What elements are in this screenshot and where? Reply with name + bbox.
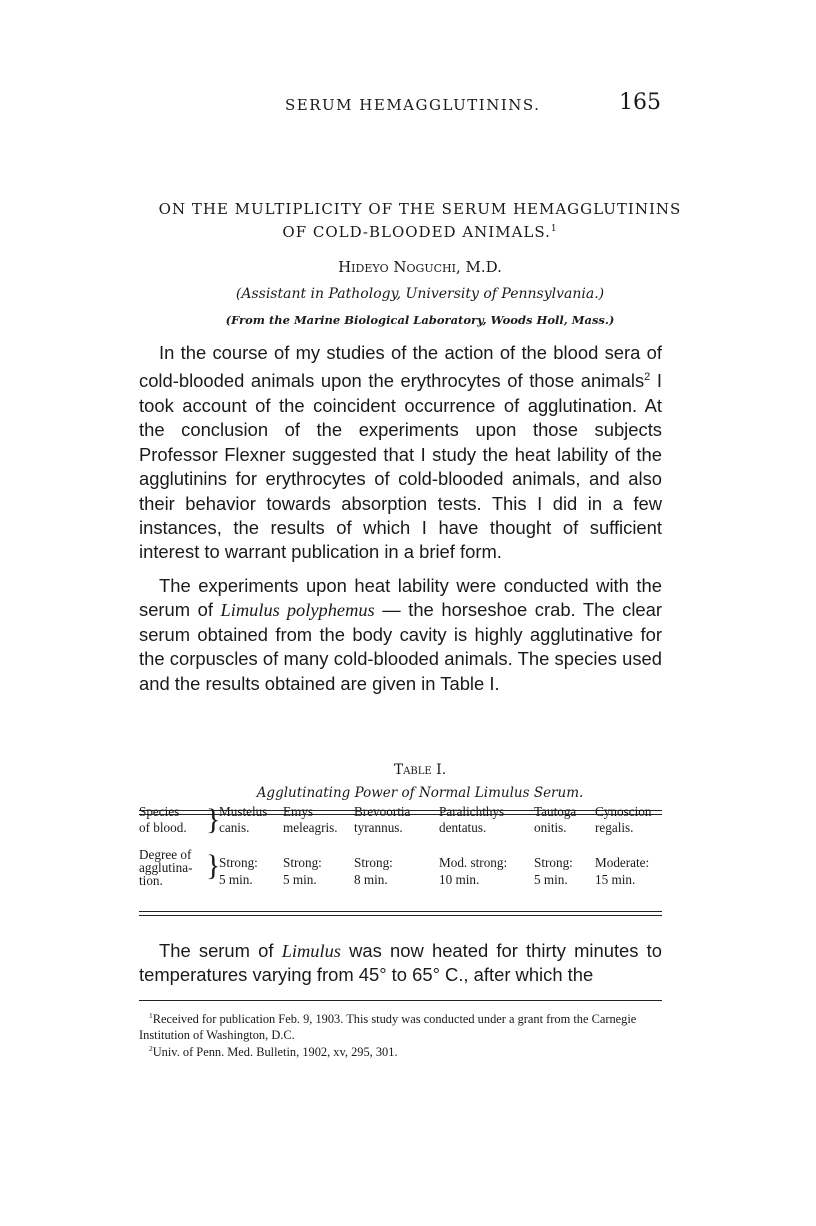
p2-text-b: — the horseshoe crab. The clear serum obtained from the body cavity is highly agglutinative for the corpuscles of many cold-blooded animals. The species used and the results obtained are given in Table I.: [139, 599, 662, 694]
degree-time: 5 min.: [219, 872, 253, 887]
row2-label-line3: tion.: [139, 873, 163, 888]
paragraph-3: [139, 939, 662, 988]
species-name: canis.: [219, 820, 250, 835]
page-number: 165: [619, 90, 661, 115]
table-title: Table I.: [393, 762, 447, 778]
article-title-line-1: ON THE MULTIPLICITY OF THE SERUM HEMAGGLUTININS: [158, 200, 682, 218]
species-genus: Emys: [283, 804, 314, 819]
degree-time: 5 min.: [283, 872, 317, 887]
species-genus: Cynoscion: [595, 804, 652, 819]
species-name: tyrannus.: [354, 820, 403, 835]
degree-time: 15 min.: [595, 872, 636, 887]
degree-value: Strong:: [534, 855, 573, 870]
title-text: OF COLD-BLOODED ANIMALS.: [282, 223, 551, 241]
author: Hideyo Noguchi, M.D.: [338, 258, 502, 276]
species-name: meleagris.: [283, 820, 338, 835]
degree-time: 8 min.: [354, 872, 388, 887]
fn1-text: Received for publication Feb. 9, 1903. This study was conducted under a grant from the Carnegie Institution of Washington, D.C.: [139, 1012, 637, 1043]
p3-text-b: was now heated for thirty minutes to temperatures varying from 45° to 65° C., after which the: [139, 940, 662, 986]
species-genus: Brevoortia: [354, 804, 411, 819]
p3-italic: Limulus: [281, 941, 341, 961]
p1-footnote-mark: 2: [644, 371, 651, 384]
row1-label-line2: of blood.: [139, 820, 187, 835]
species-genus: Tautoga: [534, 804, 577, 819]
degree-time: 5 min.: [534, 872, 568, 887]
species-genus: Paralichthys: [439, 804, 505, 819]
p3-text-a: The serum of: [159, 940, 282, 961]
p1-text-a: In the course of my studies of the action of the blood sera of cold-blooded animals upon the erythrocytes of those animals: [139, 342, 662, 392]
row1-brace: }: [206, 803, 221, 836]
p2-text-a: The experiments upon heat lability were conducted with the serum of: [139, 575, 662, 621]
p2-italic: Limulus polyphemus: [220, 600, 375, 621]
degree-value: Strong:: [283, 855, 322, 870]
degree-value: Mod. strong:: [439, 855, 508, 870]
affiliation: (Assistant in Pathology, University of Pennsylvania.): [235, 286, 605, 302]
running-head: SERUM HEMAGGLUTININS.: [285, 96, 541, 114]
footnote-1: [139, 1008, 662, 1043]
paragraph-2: [139, 574, 662, 696]
title-footnote-mark: 1: [550, 224, 558, 234]
fn2-mark: 2: [149, 1044, 153, 1053]
table-bottom-rule: [139, 911, 662, 912]
degree-value: Moderate:: [595, 855, 650, 870]
row2-label-line2: agglutina-: [139, 860, 193, 875]
row1-label-line1: Species: [139, 804, 180, 819]
row2-brace: }: [206, 849, 221, 882]
species-name: dentatus.: [439, 820, 487, 835]
p1-text-b: I took account of the coincident occurrence of agglutination. At the conclusion of the experiments upon those subjects Professor Flexner suggested that I study the heat lability of the agglutinins for erythrocytes of cold-blooded animals, and also their behavior towards absorption tests. This I did in a few instances, the results of which I have thought of sufficient interest to warrant publication in a brief form.: [139, 370, 662, 563]
species-name: onitis.: [534, 820, 567, 835]
laboratory: (From the Marine Biological Laboratory, Woods Holl, Mass.): [225, 313, 615, 327]
table-bottom-rule-2: [139, 915, 662, 916]
fn1-mark: 1: [149, 1011, 153, 1020]
row2-label-line1: Degree of: [139, 847, 192, 862]
paragraph-1: [139, 341, 662, 565]
degree-value: Strong:: [354, 855, 393, 870]
footnote-2: [139, 1041, 662, 1060]
species-name: regalis.: [595, 820, 634, 835]
article-title-line-2: [100, 223, 740, 241]
footnote-rule: [139, 1000, 662, 1001]
degree-time: 10 min.: [439, 872, 480, 887]
fn2-text: Univ. of Penn. Med. Bulletin, 1902, xv, 295, 301.: [152, 1045, 398, 1060]
species-genus: Mustelus: [219, 804, 268, 819]
table-caption: Agglutinating Power of Normal Limulus Serum.: [256, 785, 584, 801]
degree-value: Strong:: [219, 855, 258, 870]
